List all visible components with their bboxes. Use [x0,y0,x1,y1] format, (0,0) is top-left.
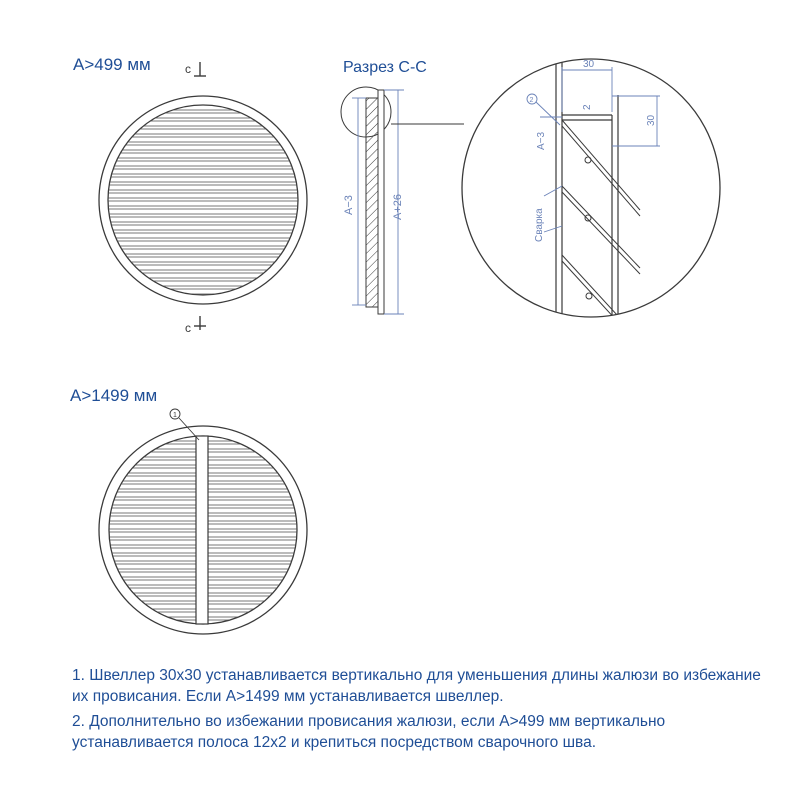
svg-text:c: c [185,62,191,76]
note-2: 2. Дополнительно во избежании провисания жалюзи, если A>499 мм вертикально устанавливается полоса 12х2 и крепиться посредством сварочного шва. [72,713,666,751]
top-grille-title: A>499 мм [73,55,151,74]
dim-a-plus-26: A+26 [392,194,404,220]
zoom-louver-line [562,255,640,340]
svg-text:2: 2 [529,97,534,104]
section-title: Разрез С-С [343,59,427,76]
top-round-grille [90,96,320,304]
svg-text:c: c [185,321,191,335]
zoom-dim-a-minus-3: A−3 [536,131,547,150]
notes-block [72,665,772,757]
cut-mark-bottom [185,316,206,335]
zoom-weld-label: Сварка [534,208,545,242]
zoom-louver-line [562,192,640,274]
zoom-dim-30-top: 30 [583,59,595,70]
note-1: 1. Швеллер 30х30 устанавливается вертикально для уменьшения длины жалюзи во избежание их провисания. Если A>1499 мм устанавливается швеллер. [72,667,761,705]
zoom-circle [462,59,720,317]
section-frame-profile [366,98,378,307]
zoom-louver-line [562,120,640,210]
zoom-detail [462,59,720,346]
section-flange [378,90,384,314]
zoom-dim-2: 2 [582,104,593,110]
vertical-channel [196,436,208,624]
zoom-louver-line [562,126,640,216]
cut-mark-top [185,62,206,76]
zoom-dim-30-side: 30 [646,114,657,126]
section-c-c [341,87,464,314]
grille-inner-rim [108,105,298,295]
dim-a-minus-3: A−3 [343,195,355,215]
zoom-louver-line [562,186,640,268]
svg-text:1: 1 [173,412,177,419]
bottom-grille-title: A>1499 мм [70,386,158,405]
zoom-louver-line [562,261,640,346]
bottom-round-grille [90,409,320,634]
